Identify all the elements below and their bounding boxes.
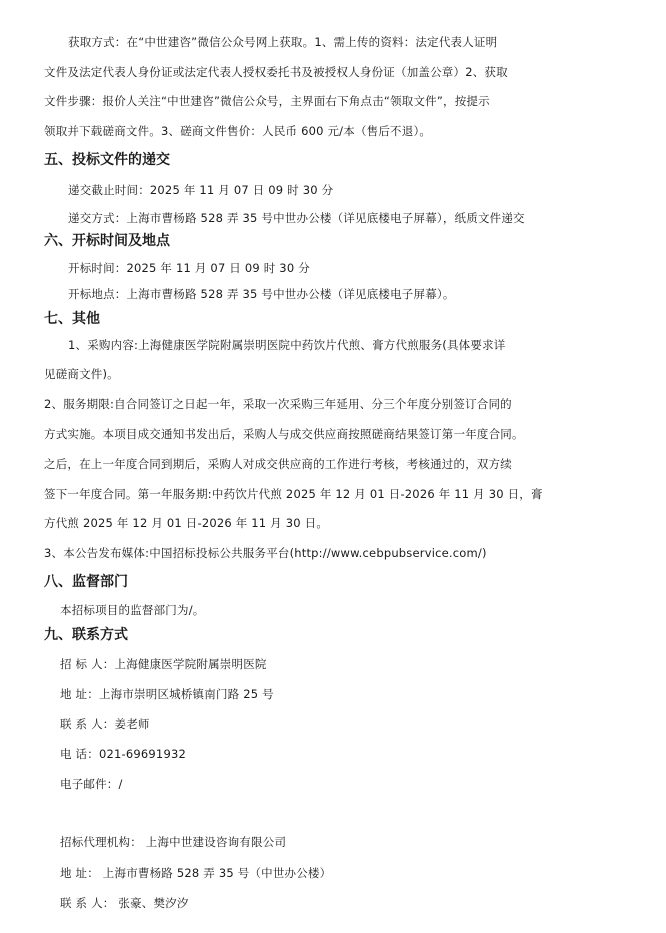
contact-email: 电子邮件：/ [60, 777, 123, 791]
contact-tenderer: 招 标 人：上海健康医学院附属崇明医院 [60, 657, 267, 671]
other-item-2-line-2: 方式实施。本项目成交通知书发出后，采购人与成交供应商按照磋商结果签订第一年度合同。 [44, 427, 524, 441]
section-9-heading: 九、联系方式 [44, 627, 128, 643]
submission-deadline: 递交截止时间：2025 年 11 月 07 日 09 时 30 分 [68, 183, 334, 197]
contact-phone: 电 话：021-69691932 [60, 747, 186, 761]
agency-name: 招标代理机构： 上海中世建设咨询有限公司 [60, 835, 287, 849]
section-6-heading: 六、开标时间及地点 [44, 233, 170, 249]
opening-place: 开标地点：上海市曹杨路 528 弄 35 号中世办公楼（详见底楼电子屏幕）。 [68, 287, 455, 301]
other-item-3: 3、本公告发布媒体:中国招标投标公共服务平台(http://www.cebpubservice.com/) [44, 546, 487, 560]
section-5-heading: 五、投标文件的递交 [44, 152, 170, 168]
contact-address: 地 址：上海市崇明区城桥镇南门路 25 号 [60, 687, 274, 701]
other-item-2-line-5: 方代煎 2025 年 12 月 01 日-2026 年 11 月 30 日。 [44, 516, 329, 530]
other-item-2-line-4: 签下一年度合同。第一年服务期:中药饮片代煎 2025 年 12 月 01 日-2026 年 11 月 30 日，膏 [44, 487, 543, 501]
section-8-heading: 八、监督部门 [44, 574, 128, 590]
acquisition-line-1: 获取方式：在“中世建咨”微信公众号网上获取。1、需上传的资料：法定代表人证明 [68, 35, 498, 49]
opening-time: 开标时间：2025 年 11 月 07 日 09 时 30 分 [68, 261, 310, 275]
other-item-2-line-1: 2、服务期限:自合同签订之日起一年，采取一次采购三年延用、分三个年度分别签订合同的 [44, 397, 512, 411]
acquisition-line-4: 领取并下载磋商文件。3、磋商文件售价：人民币 600 元/本（售后不退）。 [44, 124, 432, 138]
submission-method: 递交方式：上海市曹杨路 528 弄 35 号中世办公楼（详见底楼电子屏幕），纸质文件递交 [68, 211, 525, 225]
section-7-heading: 七、其他 [44, 311, 100, 327]
acquisition-line-2: 文件及法定代表人身份证或法定代表人授权委托书及被授权人身份证（加盖公章）2、获取 [44, 65, 508, 79]
agency-contact: 联 系 人： 张豪、樊汐汐 [60, 896, 189, 910]
other-item-1-line-1: 1、采购内容:上海健康医学院附属崇明医院中药饮片代煎、膏方代煎服务(具体要求详 [68, 338, 506, 352]
other-item-1-line-2: 见磋商文件)。 [44, 367, 119, 381]
other-item-2-line-3: 之后，在上一年度合同到期后，采购人对成交供应商的工作进行考核，考核通过的，双方续 [44, 457, 512, 471]
supervision-text: 本招标项目的监督部门为/。 [60, 603, 205, 617]
acquisition-line-3: 文件步骤：报价人关注“中世建咨”微信公众号，主界面右下角点击“领取文件”，按提示 [44, 94, 490, 108]
contact-person: 联 系 人：姜老师 [60, 717, 150, 731]
agency-address: 地 址： 上海市曹杨路 528 弄 35 号（中世办公楼） [60, 866, 332, 880]
